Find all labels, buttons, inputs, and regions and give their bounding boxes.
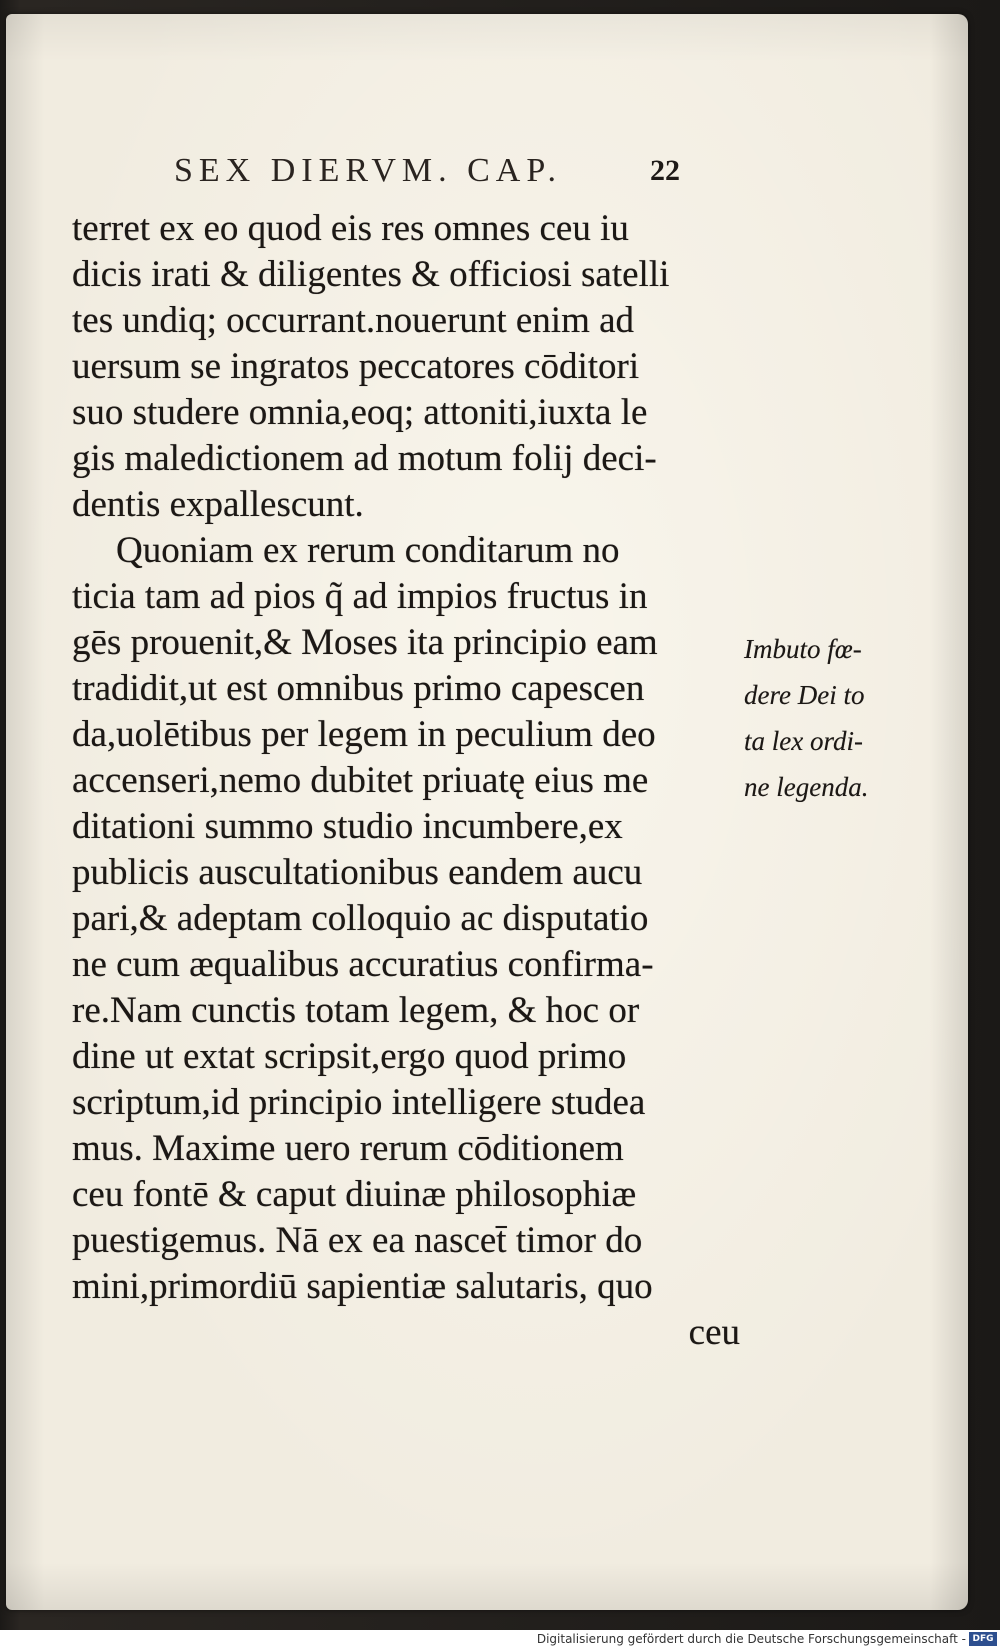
catchword: ceu <box>688 1312 740 1353</box>
main-text-block <box>72 206 740 1356</box>
running-title: SEX DIERVM. CAP. <box>174 152 562 189</box>
text-line: scriptum,id principio intelligere studea <box>72 1082 646 1123</box>
text-line: dine ut extat scripsit,ergo quod primo <box>72 1036 627 1077</box>
text-line: tes undiq; occurrant.nouerunt enim ad <box>72 300 635 341</box>
text-line: pari,& adeptam colloquio ac disputatio <box>72 898 649 939</box>
marginal-note-line: ta lex ordi- <box>744 726 863 756</box>
funding-credit: Digitalisierung gefördert durch die Deutsche Forschungsgemeinschaft - <box>536 1632 966 1646</box>
text-line: da,uolētibus per legem in peculium deo <box>72 714 656 755</box>
text-line: tradidit,ut est omnibus primo capescen <box>72 668 645 709</box>
text-line: publicis auscultationibus eandem aucu <box>72 852 643 893</box>
page-number: 22 <box>650 154 680 187</box>
text-line: dentis expallescunt. <box>72 484 364 525</box>
footer-bar <box>0 1630 1000 1649</box>
marginal-note <box>744 626 894 810</box>
text-line: terret ex eo quod eis res omnes ceu iu <box>72 208 629 249</box>
text-line: mus. Maxime uero rerum cōditionem <box>72 1128 624 1169</box>
marginal-note-line: Imbuto fœ- <box>744 634 862 664</box>
marginal-note-line: dere Dei to <box>744 680 865 710</box>
text-line: ticia tam ad pios q̃ ad impios fructus in <box>72 576 648 617</box>
marginal-note-line: ne legenda. <box>744 772 869 802</box>
text-line: uersum se ingratos peccatores cōditori <box>72 346 640 387</box>
book-page <box>6 14 968 1610</box>
text-line: gēs prouenit,& Moses ita principio eam <box>72 622 658 663</box>
text-line: accenseri,nemo dubitet priuatę eius me <box>72 760 649 801</box>
text-line: ceu fontē & caput diuinæ philosophiæ <box>72 1174 637 1215</box>
text-line: re.Nam cunctis totam legem, & hoc or <box>72 990 640 1031</box>
running-head <box>174 152 694 192</box>
text-line: ditationi summo studio incumbere,ex <box>72 806 623 847</box>
text-line: suo studere omnia,eoq; attoniti,iuxta le <box>72 392 648 433</box>
text-line: gis maledictionem ad motum folij deci- <box>72 438 657 479</box>
text-line: puestigemus. Nā ex ea nascet̄ timor do <box>72 1220 643 1261</box>
dfg-logo-icon: DFG <box>969 1632 997 1646</box>
paragraph-start-line: Quoniam ex rerum conditarum no <box>116 530 620 571</box>
text-line: ne cum æqualibus accuratius confirma- <box>72 944 654 985</box>
text-line: dicis irati & diligentes & officiosi satelli <box>72 254 670 295</box>
text-line: mini,primordiū sapientiæ salutaris, quo <box>72 1266 653 1307</box>
